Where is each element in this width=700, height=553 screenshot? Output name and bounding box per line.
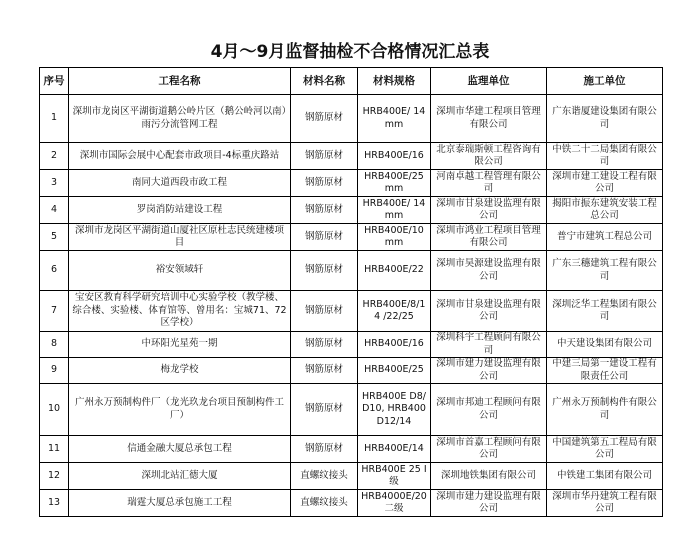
- cell-no: 11: [40, 436, 69, 463]
- cell-spec: HRB400E/8/14 /22/25: [358, 291, 431, 332]
- cell-spec: HRB400E 25 I 级: [358, 463, 431, 490]
- cell-material: 钢筋原材: [291, 143, 358, 170]
- cell-spec: HRB400E/14: [358, 436, 431, 463]
- cell-contractor: 广州永万预制构件有限公司: [547, 384, 663, 436]
- cell-contractor: 广东三穗建筑工程有限公司: [547, 251, 663, 291]
- table-row: [40, 384, 663, 436]
- cell-project: 梅龙学校: [69, 358, 291, 384]
- cell-material: 钢筋原材: [291, 436, 358, 463]
- table-row: [40, 436, 663, 463]
- cell-project: 深圳市龙岗区平湖街道山厦社区原杜志民统建楼项目: [69, 224, 291, 251]
- cell-project: 瑞霆大厦总承包施工工程: [69, 490, 291, 517]
- cell-contractor: 揭阳市振东建筑安装工程总公司: [547, 197, 663, 224]
- cell-material: 钢筋原材: [291, 358, 358, 384]
- cell-project: 裕安领域轩: [69, 251, 291, 291]
- cell-material: 钢筋原材: [291, 384, 358, 436]
- cell-spec: HRB400E/16: [358, 143, 431, 170]
- cell-supervisor: 河南卓越工程管理有限公司: [431, 170, 547, 197]
- table-row: [40, 170, 663, 197]
- cell-supervisor: 深圳科宇工程顾问有限公司: [431, 332, 547, 358]
- cell-no: 12: [40, 463, 69, 490]
- cell-no: 10: [40, 384, 69, 436]
- cell-spec: HRB400E/22: [358, 251, 431, 291]
- cell-no: 8: [40, 332, 69, 358]
- cell-material: 钢筋原材: [291, 332, 358, 358]
- cell-project: 南同大道西段市政工程: [69, 170, 291, 197]
- cell-supervisor: 深圳市甘泉建设监理有限公司: [431, 291, 547, 332]
- cell-no: 4: [40, 197, 69, 224]
- cell-contractor: 广东谐厦建设集团有限公司: [547, 95, 663, 143]
- cell-contractor: 中铁建工集团有限公司: [547, 463, 663, 490]
- cell-no: 3: [40, 170, 69, 197]
- cell-spec: HRB400E/25mm: [358, 170, 431, 197]
- cell-material: 钢筋原材: [291, 170, 358, 197]
- cell-project: 深圳北站汇德大厦: [69, 463, 291, 490]
- cell-project: 中环阳光星苑一期: [69, 332, 291, 358]
- header-contractor: 施工单位: [547, 68, 663, 95]
- cell-project: 广州永万预制构件厂（龙光玖龙台项目预制构件工厂）: [69, 384, 291, 436]
- table-row: [40, 291, 663, 332]
- cell-no: 7: [40, 291, 69, 332]
- cell-no: 6: [40, 251, 69, 291]
- cell-project: 深圳市龙岗区平湖街道鹅公岭片区（鹅公岭河以南）雨污分流管网工程: [69, 95, 291, 143]
- cell-no: 9: [40, 358, 69, 384]
- cell-material: 直螺纹接头: [291, 463, 358, 490]
- cell-contractor: 中国建筑第五工程局有限公司: [547, 436, 663, 463]
- table-row: [40, 197, 663, 224]
- cell-spec: HRB4000E/20 二级: [358, 490, 431, 517]
- cell-project: 罗岗消防站建设工程: [69, 197, 291, 224]
- table-row: [40, 332, 663, 358]
- table-row: [40, 143, 663, 170]
- table-row: [40, 358, 663, 384]
- cell-project: 信通金融大厦总承包工程: [69, 436, 291, 463]
- table-row: [40, 224, 663, 251]
- cell-no: 13: [40, 490, 69, 517]
- cell-supervisor: 深圳市建力建设监理有限公司: [431, 490, 547, 517]
- cell-material: 钢筋原材: [291, 95, 358, 143]
- cell-material: 钢筋原材: [291, 291, 358, 332]
- cell-contractor: 深圳泛华工程集团有限公司: [547, 291, 663, 332]
- cell-contractor: 深圳市华丹建筑工程有限公司: [547, 490, 663, 517]
- cell-supervisor: 深圳市建力建设监理有限公司: [431, 358, 547, 384]
- cell-no: 1: [40, 95, 69, 143]
- cell-supervisor: 深圳市邦迪工程顾问有限公司: [431, 384, 547, 436]
- cell-supervisor: 深圳市首嘉工程顾问有限公司: [431, 436, 547, 463]
- cell-supervisor: 深圳市华建工程项目管理有限公司: [431, 95, 547, 143]
- cell-material: 钢筋原材: [291, 224, 358, 251]
- cell-spec: HRB400E/10mm: [358, 224, 431, 251]
- cell-contractor: 中天建设集团有限公司: [547, 332, 663, 358]
- cell-contractor: 中铁二十二局集团有限公司: [547, 143, 663, 170]
- table-row: [40, 463, 663, 490]
- cell-supervisor: 北京泰瑞斯顿工程咨询有限公司: [431, 143, 547, 170]
- cell-no: 5: [40, 224, 69, 251]
- cell-material: 钢筋原材: [291, 197, 358, 224]
- cell-contractor: 中建三局第一建设工程有限责任公司: [547, 358, 663, 384]
- table-row: [40, 95, 663, 143]
- table-row: [40, 490, 663, 517]
- header-project: 工程名称: [69, 68, 291, 95]
- cell-project: 宝安区教育科学研究培训中心实验学校（教学楼、综合楼、实验楼、体育馆等、曾用名：宝城71、72区学校）: [69, 291, 291, 332]
- header-row: [40, 68, 663, 95]
- cell-spec: HRB400E/25: [358, 358, 431, 384]
- cell-spec: HRB400E/16: [358, 332, 431, 358]
- cell-spec: HRB400E/ 14mm: [358, 95, 431, 143]
- cell-material: 钢筋原材: [291, 251, 358, 291]
- header-supervisor: 监理单位: [431, 68, 547, 95]
- header-spec: 材料规格: [358, 68, 431, 95]
- cell-supervisor: 深圳市甘泉建设监理有限公司: [431, 197, 547, 224]
- cell-contractor: 普宁市建筑工程总公司: [547, 224, 663, 251]
- cell-project: 深圳市国际会展中心配套市政项目-4标重庆路站: [69, 143, 291, 170]
- cell-spec: HRB400E D8/D10, HRB400 D12/14: [358, 384, 431, 436]
- header-material: 材料名称: [291, 68, 358, 95]
- header-no: 序号: [40, 68, 69, 95]
- cell-supervisor: 深圳市鸿业工程项目管理有限公司: [431, 224, 547, 251]
- cell-contractor: 深圳市建工建设工程有限公司: [547, 170, 663, 197]
- cell-supervisor: 深圳地铁集团有限公司: [431, 463, 547, 490]
- page-title: 4月～9月监督抽检不合格情况汇总表: [210, 42, 490, 62]
- cell-no: 2: [40, 143, 69, 170]
- table-row: [40, 251, 663, 291]
- cell-supervisor: 深圳市昊源建设监理有限公司: [431, 251, 547, 291]
- cell-spec: HRB400E/ 14mm: [358, 197, 431, 224]
- summary-table: [39, 67, 663, 517]
- cell-material: 直螺纹接头: [291, 490, 358, 517]
